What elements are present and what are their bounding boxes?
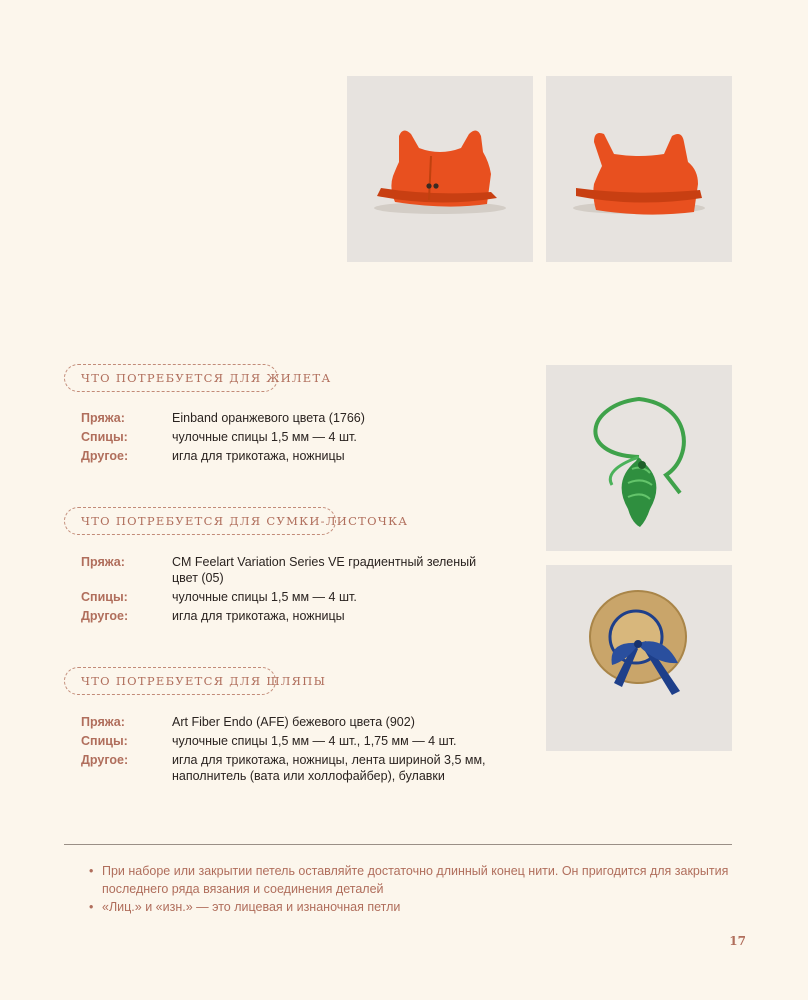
section-title: ЧТО ПОТРЕБУЕТСЯ ДЛЯ ЖИЛЕТА [81,371,332,385]
vest-front-image [347,76,533,262]
materials-value: игла для трикотажа, ножницы [172,609,345,623]
section-title: ЧТО ПОТРЕБУЕТСЯ ДЛЯ СУМКИ-ЛИСТОЧКА [81,514,409,528]
materials-value: чулочные спицы 1,5 мм — 4 шт. [172,430,357,444]
section-header-hat [64,667,327,695]
materials-value: CM Feelart Variation Series VE градиентный зеленый цвет (05) [172,555,477,585]
vest-back-image [546,76,732,262]
section-header-vest [64,364,332,392]
materials-value: Art Fiber Endo (AFE) бежевого цвета (902) [172,715,415,729]
page-number: 17 [729,934,746,948]
section-header-bag [64,507,409,535]
note-item [89,898,729,916]
materials-value: игла для трикотажа, ножницы, лента шириной 3,5 мм, наполнитель (вата или холлофайбер), булавки [172,753,486,783]
materials-value: Einband оранжевого цвета (1766) [172,411,365,425]
divider [64,844,732,845]
bag-photo [546,365,732,551]
materials-label: Другое: [81,753,129,767]
bullet: • [89,864,94,878]
bag-image [546,365,732,551]
materials-label: Спицы: [81,430,128,444]
materials-value: чулочные спицы 1,5 мм — 4 шт. [172,590,357,604]
materials-label: Пряжа: [81,715,125,729]
note-text: «Лиц.» и «изн.» — это лицевая и изнаночная петли [102,900,401,914]
materials-value: игла для трикотажа, ножницы [172,449,345,463]
materials-label: Пряжа: [81,411,125,425]
note-text: При наборе или закрытии петель оставляйте достаточно длинный конец нити. Он пригодится для закрытия последнего ряда вязания и соединения деталей [102,864,729,896]
materials-label: Пряжа: [81,555,125,569]
vest-back-photo [546,76,732,262]
materials-label: Другое: [81,449,129,463]
materials-label: Спицы: [81,734,128,748]
bullet: • [89,900,94,914]
vest-front-photo [347,76,533,262]
materials-label: Другое: [81,609,129,623]
hat-image [546,565,732,751]
note-item [89,862,729,898]
materials-value: чулочные спицы 1,5 мм — 4 шт., 1,75 мм — 4 шт. [172,734,457,748]
hat-photo [546,565,732,751]
section-title: ЧТО ПОТРЕБУЕТСЯ ДЛЯ ШЛЯПЫ [81,674,327,688]
materials-label: Спицы: [81,590,128,604]
